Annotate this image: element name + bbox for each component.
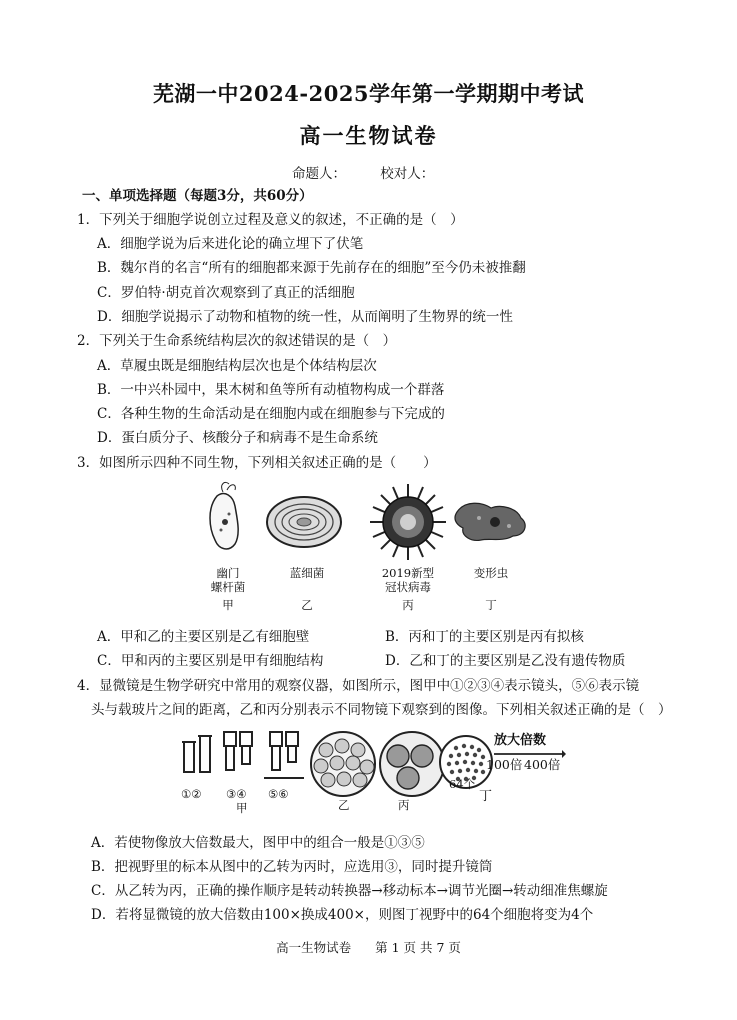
question-3-option-a: A．甲和乙的主要区别是乙有细胞壁 xyxy=(97,629,310,645)
question-1-option-d: D．细胞学说揭示了动物和植物的统一性，从而阐明了生物界的统一性 xyxy=(97,309,513,325)
question-4-stem-line2: 头与载玻片之间的距离，乙和丙分别表示不同物镜下观察到的图像。下列相关叙述正确的是（ ） xyxy=(91,702,672,718)
question-4-stem-line1: 4．显微镜是生物学研究中常用的观察仪器，如图所示，图甲中①②③④表示镜头，⑤⑥表示镜 xyxy=(77,678,640,694)
amoeba-label: 变形虫 xyxy=(473,566,509,580)
coronavirus-label: 2019新型 冠状病毒 xyxy=(381,566,435,594)
label-lens-12: ①② xyxy=(181,787,202,801)
question-2-option-c: C．各种生物的生命活动是在细胞内或在细胞参与下完成的 xyxy=(97,406,445,422)
question-1-stem: 1．下列关于细胞学说创立过程及意义的叙述，不正确的是（ ） xyxy=(77,212,464,228)
label-mag-high: 400倍 xyxy=(524,757,561,772)
organisms-figure xyxy=(195,478,545,566)
figure-label-yi xyxy=(282,566,332,612)
tag-bing: 丙 xyxy=(402,598,414,612)
question-4-option-c: C．从乙转为丙，正确的操作顺序是转动转换器→移动标本→调节光圈→转动细准焦螺旋 xyxy=(91,883,608,899)
label-tag-yi: 乙 xyxy=(338,798,350,812)
figure-label-bing xyxy=(373,566,443,612)
helicobacter-illustration xyxy=(210,482,238,549)
tag-jia: 甲 xyxy=(222,598,234,612)
question-1-option-c: C．罗伯特·胡克首次观察到了真正的活细胞 xyxy=(97,285,355,301)
question-2-option-d: D．蛋白质分子、核酸分子和病毒不是生命系统 xyxy=(97,430,378,446)
amoeba-illustration xyxy=(455,503,525,540)
question-1-option-a: A．细胞学说为后来进化论的确立埋下了伏笔 xyxy=(97,236,364,252)
question-3-option-b: B．丙和丁的主要区别是丙有拟核 xyxy=(385,629,584,645)
label-lens-34: ③④ xyxy=(226,787,247,801)
reviewer-label: 校对人： xyxy=(380,166,435,182)
footer-page-number: 第 1 页 共 7 页 xyxy=(375,940,461,955)
page-footer xyxy=(0,938,737,956)
question-3-option-c: C．甲和丙的主要区别是甲有细胞结构 xyxy=(97,653,324,669)
question-4-option-d: D．若将显微镜的放大倍数由100×换成400×，则图丁视野中的64个细胞将变为4个 xyxy=(91,907,594,923)
question-4-option-a: A．若使物像放大倍数最大，图甲中的组合一般是①③⑤ xyxy=(91,835,425,851)
view-bing-field xyxy=(380,732,444,796)
view-yi-field xyxy=(311,732,375,796)
author-label: 命题人： xyxy=(292,166,346,182)
helicobacter-label: 幽门 螺杆菌 xyxy=(210,566,246,594)
question-3-stem: 3．如图所示四种不同生物，下列相关叙述正确的是（ ） xyxy=(77,455,437,471)
label-tag-jia: 甲 xyxy=(236,801,248,815)
label-tag-bing: 丙 xyxy=(398,798,410,812)
tag-yi: 乙 xyxy=(301,598,313,612)
question-2-stem: 2．下列关于生命系统结构层次的叙述错误的是（ ） xyxy=(77,333,397,349)
cyanobacteria-label: 蓝细菌 xyxy=(289,566,325,580)
slide-distance xyxy=(264,732,304,778)
question-2-option-b: B．一中兴朴园中，果木树和鱼等所有动植物构成一个群落 xyxy=(97,382,445,398)
author-line xyxy=(292,162,464,182)
figure-label-jia xyxy=(203,566,253,612)
label-cell-count: 64个 xyxy=(449,777,476,791)
question-1-option-b: B．魏尔肖的名言“所有的细胞都来源于先前存在的细胞”至今仍未被推翻 xyxy=(97,260,526,276)
question-2-option-a: A．草履虫既是细胞结构层次也是个体结构层次 xyxy=(97,358,377,374)
exam-subtitle: 高一生物试卷 xyxy=(299,123,438,148)
coronavirus-illustration xyxy=(370,484,446,560)
footer-course: 高一生物试卷 xyxy=(276,940,352,955)
figure-label-ding xyxy=(466,566,516,612)
label-mag-low: 100倍 xyxy=(486,757,523,772)
cyanobacteria-illustration xyxy=(267,497,341,547)
section-heading: 一、单项选择题（每题3分，共60分） xyxy=(82,188,313,204)
exam-title: 芜湖一中2024-2025学年第一学期期中考试 xyxy=(152,81,585,106)
label-tag-ding: 丁 xyxy=(479,789,493,804)
question-4-option-b: B．把视野里的标本从图中的乙转为丙时，应选用③，同时提升镜筒 xyxy=(91,859,493,875)
label-mag-title: 放大倍数 xyxy=(494,733,547,748)
eyepiece-lenses xyxy=(182,736,212,772)
question-3-option-d: D．乙和丁的主要区别是乙没有遗传物质 xyxy=(385,653,626,669)
tag-ding: 丁 xyxy=(485,598,497,612)
objective-lenses xyxy=(224,732,252,770)
label-dist-56: ⑤⑥ xyxy=(268,787,289,801)
